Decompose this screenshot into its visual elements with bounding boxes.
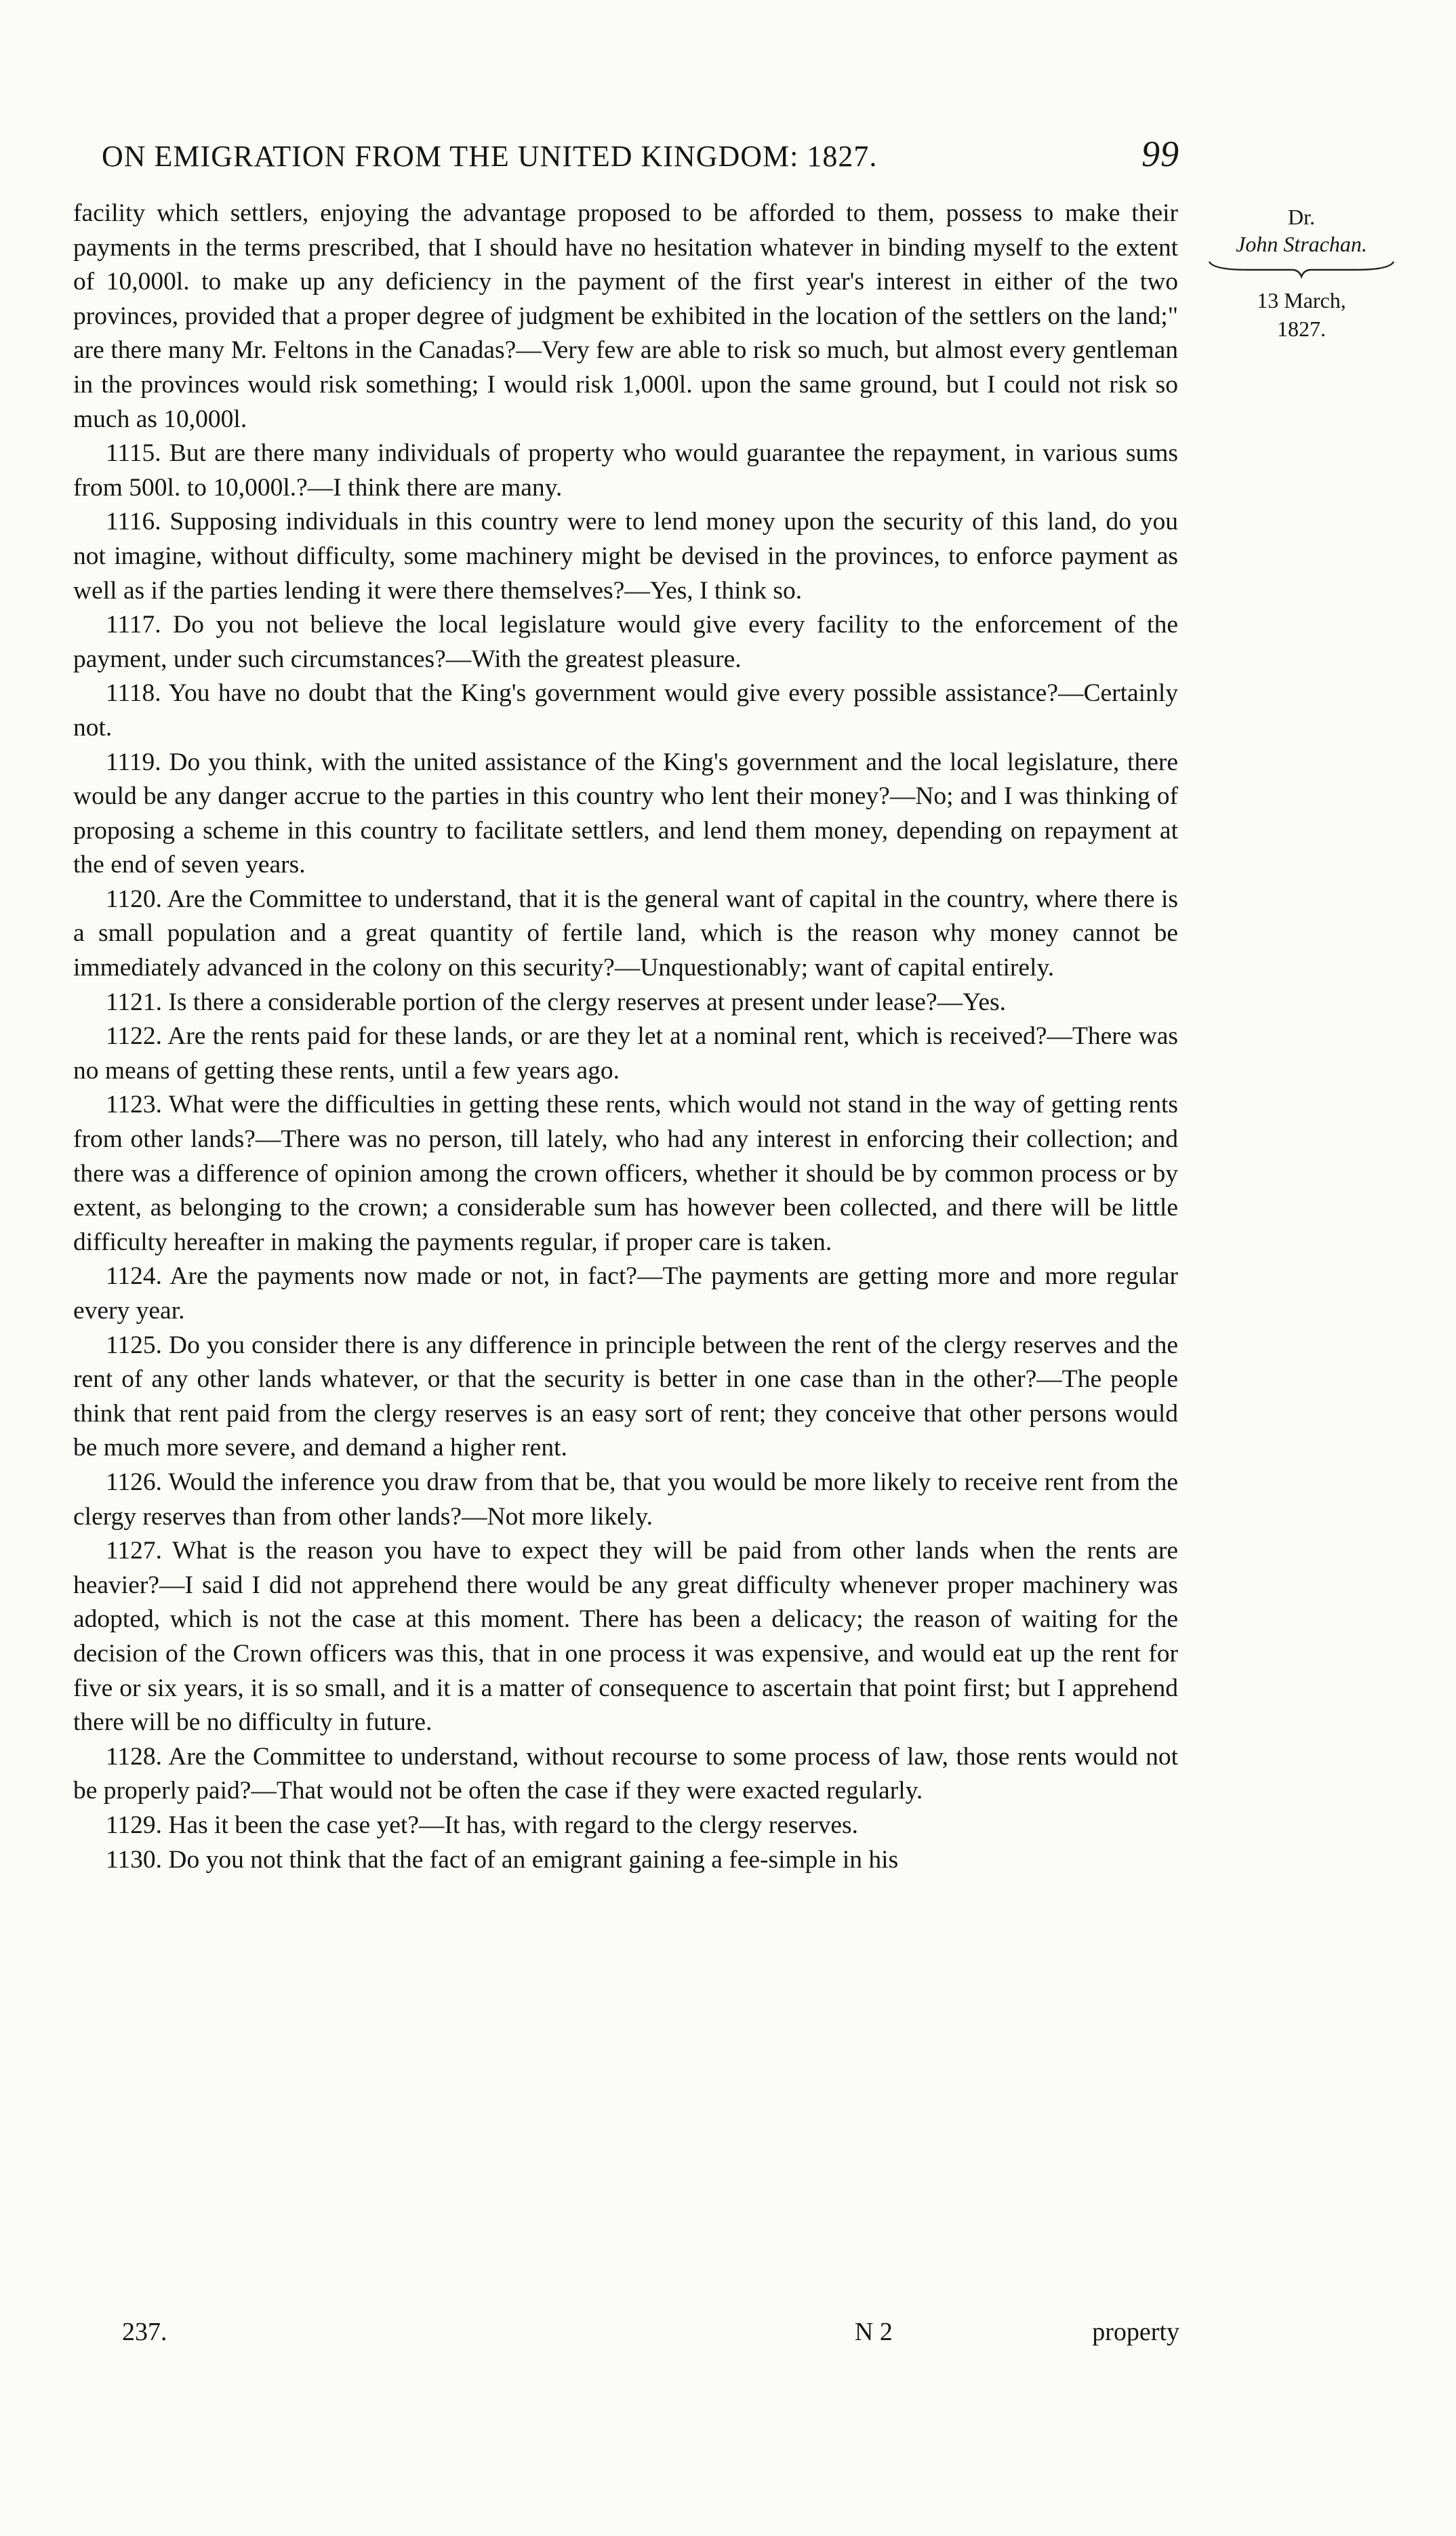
page-footer: [122, 2317, 1179, 2347]
paragraph-text: What were the difficulties in getting these rents, which would not stand in the way of getting rents from other lands?—There was no person, till lately, who had any interest in enforcing their collection; and there was a difference of opinion among the crown officers, whether it should be by common process or by extent, as belonging to the crown; a considerable sum has however been collected, and there will be little difficulty hereafter in making the payments regular, if proper care is taken.: [73, 1091, 1179, 1256]
running-title: ON EMIGRATION FROM THE UNITED KINGDOM: 1827.: [102, 140, 878, 173]
question-number: 1119.: [106, 748, 161, 776]
question-number: 1126.: [106, 1468, 162, 1496]
paragraph: [73, 746, 1178, 883]
paragraph-text: Are the payments now made or not, in fact?—The payments are getting more and more regular every year.: [73, 1262, 1179, 1325]
question-number: 1130.: [106, 1845, 162, 1874]
paragraph-text: Has it been the case yet?—It has, with regard to the clergy reserves.: [168, 1811, 859, 1839]
question-number: 1125.: [106, 1331, 162, 1359]
question-number: 1129.: [106, 1811, 162, 1839]
paragraph-text: Would the inference you draw from that be, that you would be more likely to receive rent from the clergy reserves than from other lands?—Not more likely.: [73, 1468, 1178, 1531]
paragraph-text: What is the reason you have to expect they will be paid from other lands when the rents are heavier?—I said I did not apprehend there would be any great difficulty whenever proper machinery was adopted, which is not the case at this moment. There has been a delicacy; the reason of waiting for the decision of the Crown officers was this, that in one process it was expensive, and would eat up the rent for five or six years, it is so small, and it is a matter of consequence to ascertain that point first; but I apprehend there will be no difficulty in future.: [73, 1537, 1178, 1737]
paragraph: [73, 437, 1178, 505]
paragraph: [73, 883, 1178, 986]
paragraph-text: Do you not believe the local legislature would give every facility to the enforcement of the payment, under such circumstances?—With the greatest pleasure.: [73, 611, 1178, 673]
paragraph-text: Is there a considerable portion of the clergy reserves at present under lease?—Yes.: [168, 988, 1007, 1016]
question-number: 1118.: [106, 679, 161, 708]
paragraph-text: Do you not think that the fact of an emigrant gaining a fee-simple in his: [168, 1845, 899, 1874]
paragraph-text: But are there many individuals of property who would guarantee the repayment, in various sums from 500l. to 10,000l.?—I think there are many.: [73, 439, 1179, 502]
date-line-1: 13 March,: [1257, 288, 1346, 313]
paragraph-text: Are the rents paid for these lands, or are they let at a nominal rent, which is received?—There was no means of getting these rents, until a few years ago.: [73, 1022, 1178, 1085]
paragraph: [73, 505, 1178, 608]
witness-name: John Strachan.: [1236, 232, 1367, 256]
page-number: 99: [1141, 134, 1179, 174]
paragraph-text: facility which settlers, enjoying the advantage proposed to be afforded to them, possess to make their payments in the terms prescribed, that I should have no hesitation whatever in binding myself to the extent of 10,000l. to make up any deficiency in the payment of the first year's interest in either of the two provinces, provided that a proper degree of judgment be exhibited in the location of the settlers on the land;" are there many Mr. Feltons in the Canadas?—Very few are able to risk so much, but almost every gentleman in the provinces would risk something; I would risk 1,000l. upon the same ground, but I could not risk so much as 10,000l.: [73, 199, 1178, 433]
question-number: 1124.: [106, 1262, 162, 1291]
paragraph: [73, 1740, 1178, 1809]
date-line-2: 1827.: [1277, 317, 1326, 341]
footer-number: 237.: [122, 2318, 167, 2346]
body-text: [73, 197, 1178, 1877]
paragraph: [73, 986, 1178, 1020]
question-number: 1115.: [106, 439, 161, 468]
margin-note: [1200, 203, 1403, 343]
question-number: 1121.: [106, 988, 162, 1016]
question-number: 1116.: [106, 508, 161, 536]
paragraph-text: Are the Committee to understand, without recourse to some process of law, those rents would not be properly paid?—That would not be often the case if they were exacted regularly.: [73, 1742, 1178, 1805]
question-number: 1122.: [106, 1022, 162, 1051]
paragraph: [73, 1809, 1178, 1843]
paragraph: [73, 677, 1178, 745]
paragraph: [73, 1843, 1178, 1878]
question-number: 1127.: [106, 1537, 162, 1565]
paragraph: [73, 1329, 1178, 1466]
question-number: 1120.: [106, 885, 162, 913]
paragraph-text: Supposing individuals in this country were to lend money upon the security of this land, do you not imagine, without difficulty, some machinery might be devised in the provinces, to enforce payment as well as if the parties lending it were there themselves?—Yes, I think so.: [73, 508, 1178, 605]
paragraph-text: Are the Committee to understand, that it is the general want of capital in the country, where there is a small population and a great quantity of fertile land, which is the reason why money cannot be immediately advanced in the colony on this security?—Unquestionably; want of capital entirely.: [73, 885, 1178, 982]
paragraph: [73, 608, 1178, 677]
paragraph: [73, 1088, 1178, 1260]
witness-title: Dr.: [1288, 205, 1315, 229]
running-header: [102, 133, 1179, 175]
signature-mark: N 2: [854, 2318, 893, 2346]
paragraph: [73, 1020, 1178, 1088]
paragraph: [73, 1466, 1178, 1534]
paragraph: [73, 1534, 1178, 1740]
paragraph-text: Do you consider there is any difference in principle between the rent of the clergy reserves and the rent of any other lands whatever, or that the security is better in one case than in the other?—The people think that rent paid from the clergy reserves is an easy sort of rent; they conceive that other persons would be much more severe, and demand a higher rent.: [73, 1331, 1179, 1462]
paragraph-text: You have no doubt that the King's government would give every possible assistance?—Certainly not.: [73, 679, 1179, 742]
question-number: 1117.: [106, 611, 161, 639]
question-number: 1123.: [106, 1091, 162, 1119]
paragraph: [73, 197, 1178, 437]
paragraph-text: Do you think, with the united assistance of the King's government and the local legislature, there would be any danger accrue to the parties in this country who lent their money?—No; and I was thinking of proposing a scheme in this country to facilitate settlers, and lend them money, depending on repayment at the end of seven years.: [73, 748, 1179, 879]
question-number: 1128.: [106, 1742, 162, 1771]
brace-icon: [1207, 259, 1396, 279]
catchword: property: [1092, 2318, 1179, 2346]
paragraph: [73, 1260, 1178, 1328]
